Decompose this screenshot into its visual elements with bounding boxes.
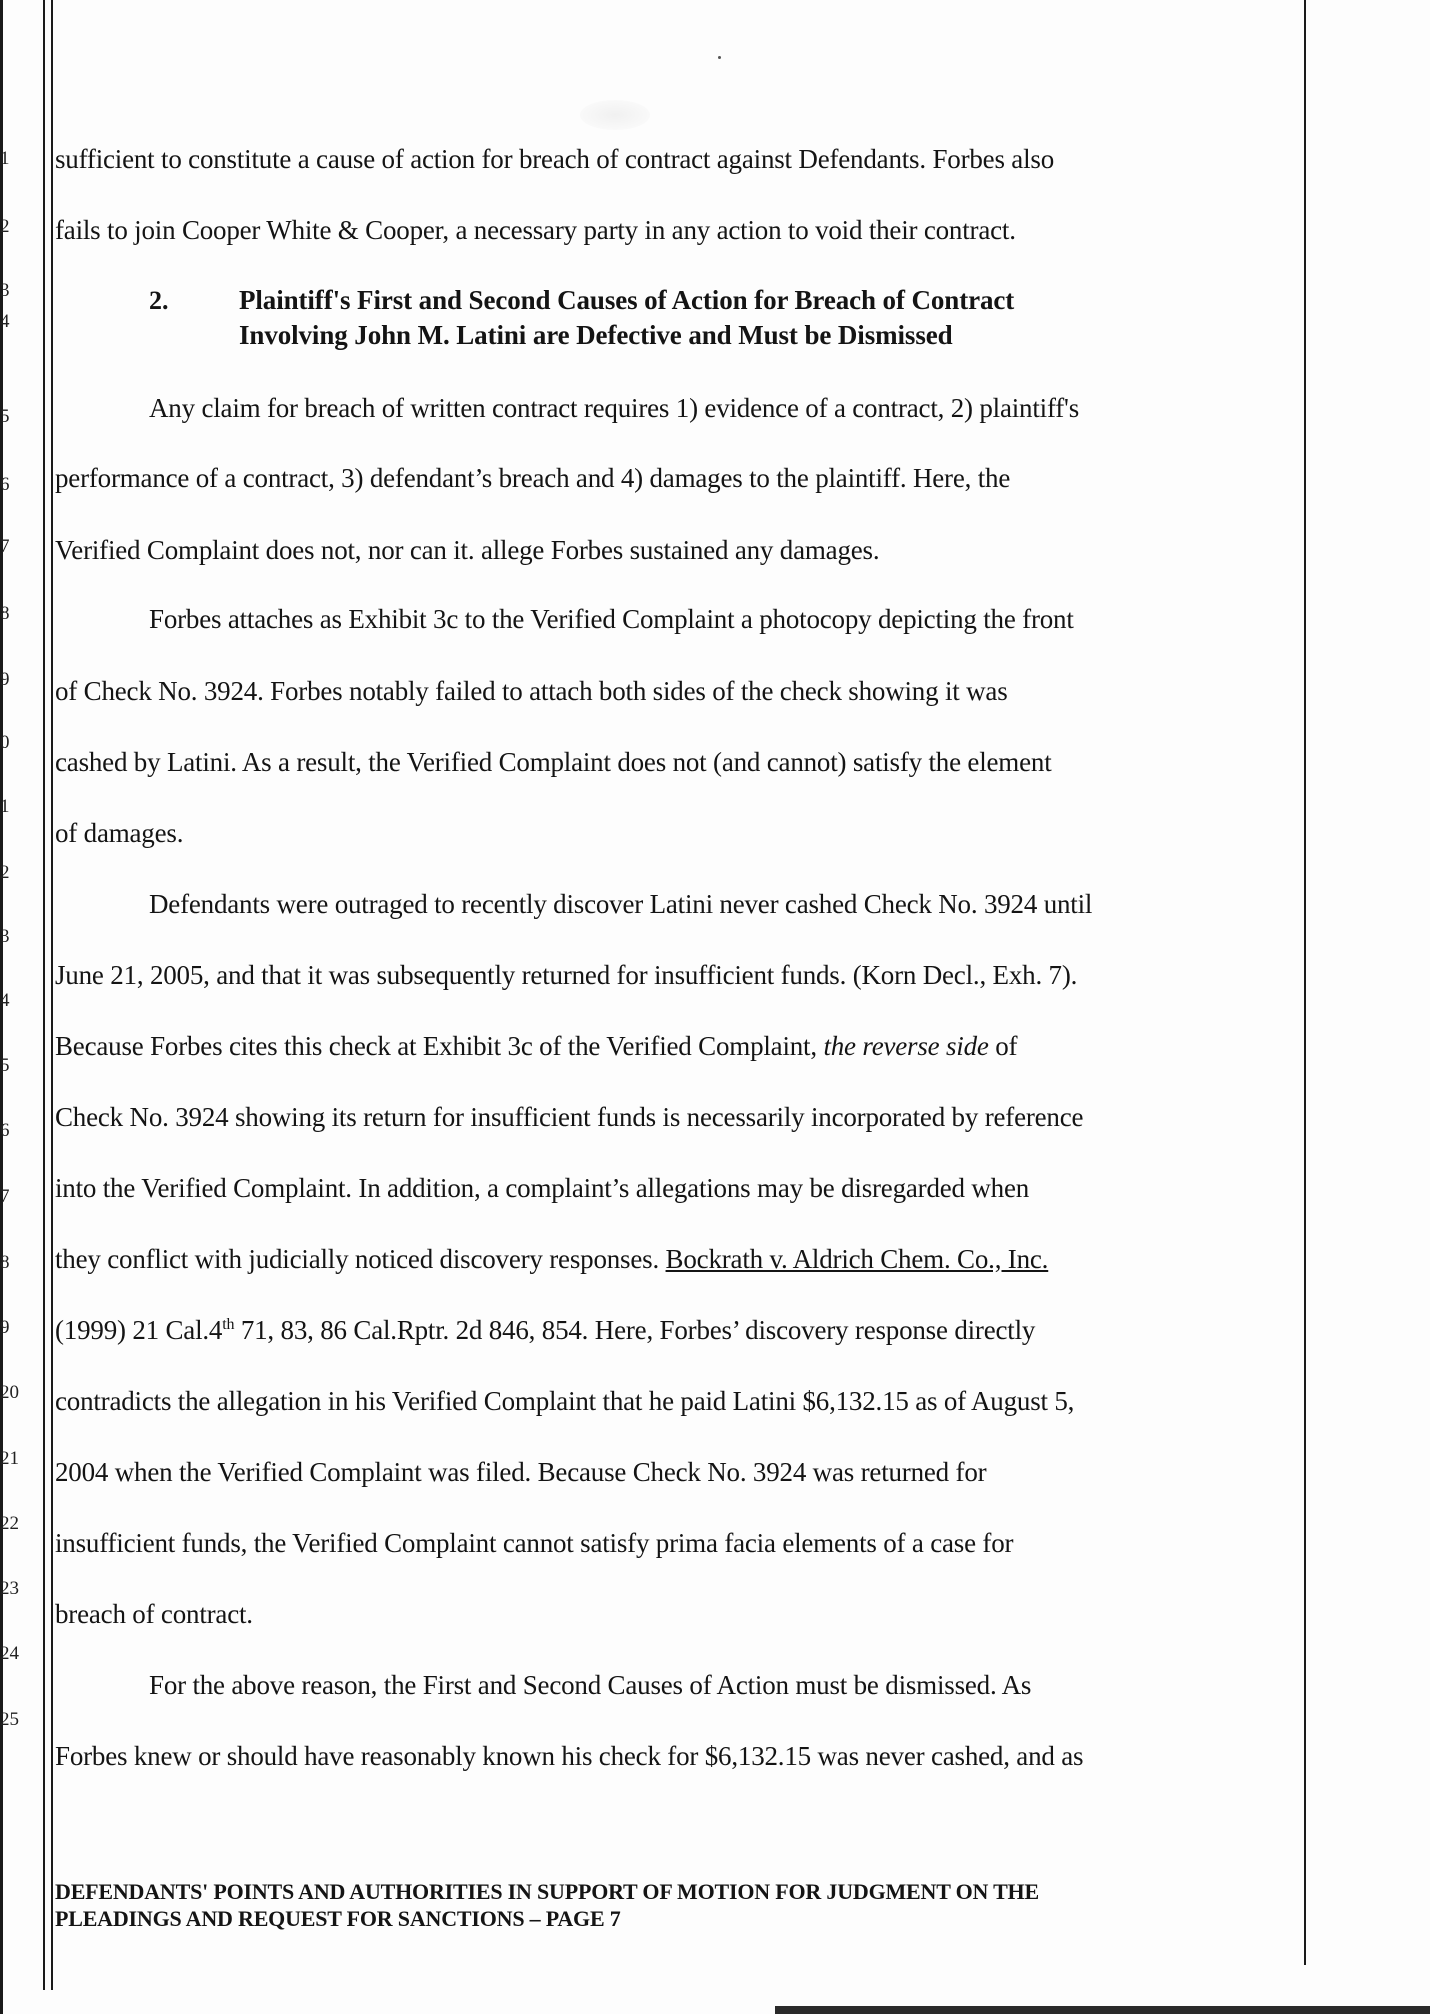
footer-line: PLEADINGS AND REQUEST FOR SANCTIONS – PAGE 7 — [55, 1906, 621, 1931]
body-text-line: Any claim for breach of written contract requires 1) evidence of a contract, 2) plaintiff's — [149, 393, 1080, 423]
right-margin-rule — [1304, 0, 1306, 1965]
superscript: th — [222, 1316, 235, 1333]
line-number: 5 — [0, 406, 10, 427]
line-number: 9 — [0, 1317, 10, 1338]
line-number: 6 — [0, 474, 10, 495]
line-number: 8 — [0, 1252, 10, 1273]
bottom-edge-bar — [775, 2006, 1430, 2014]
line-number: 2 — [0, 216, 10, 237]
body-text-line: June 21, 2005, and that it was subsequently returned for insufficient funds. (Korn Decl., Exh. 7). — [55, 960, 1078, 990]
body-text-line: performance of a contract, 3) defendant’s breach and 4) damages to the plaintiff. Here, the — [55, 463, 1011, 493]
section-number: 2. — [149, 286, 169, 315]
section-heading-line: Involving John M. Latini are Defective and Must be Dismissed — [239, 320, 953, 350]
line-number: 1 — [0, 796, 10, 817]
line-number: 21 — [0, 1448, 19, 1469]
line-number: 7 — [0, 536, 10, 557]
line-number: 25 — [0, 1709, 19, 1730]
body-text-line: Forbes knew or should have reasonably known his check for $6,132.15 was never cashed, and as — [55, 1741, 1084, 1771]
body-text-line: insufficient funds, the Verified Complaint cannot satisfy prima facia elements of a case for — [55, 1528, 1014, 1558]
line-number: 3 — [0, 926, 10, 947]
body-text-line: of Check No. 3924. Forbes notably failed to attach both sides of the check showing it was — [55, 676, 1008, 706]
body-text-line: Defendants were outraged to recently discover Latini never cashed Check No. 3924 until — [149, 889, 1093, 919]
body-text-line: cashed by Latini. As a result, the Verified Complaint does not (and cannot) satisfy the element — [55, 747, 1052, 777]
body-text-segment: they conflict with judicially noticed discovery responses. — [55, 1244, 666, 1274]
line-number: 20 — [0, 1382, 19, 1403]
left-double-rule-outer — [43, 0, 45, 1990]
line-number: 1 — [0, 148, 10, 169]
line-number: 2 — [0, 862, 10, 883]
body-text-line: 2004 when the Verified Complaint was filed. Because Check No. 3924 was returned for — [55, 1457, 987, 1487]
line-number: 7 — [0, 1186, 10, 1207]
body-text-line — [55, 1313, 1035, 1347]
line-number: 0 — [0, 732, 10, 753]
body-text-line: contradicts the allegation in his Verified Complaint that he paid Latini $6,132.15 as of August 5, — [55, 1386, 1075, 1416]
body-text-line: sufficient to constitute a cause of action for breach of contract against Defendants. Forbes also — [55, 144, 1054, 174]
body-text-line: Forbes attaches as Exhibit 3c to the Verified Complaint a photocopy depicting the front — [149, 604, 1074, 634]
left-double-rule-inner — [51, 0, 53, 1990]
line-number: 24 — [0, 1643, 19, 1664]
footer-line: DEFENDANTS' POINTS AND AUTHORITIES IN SUPPORT OF MOTION FOR JUDGMENT ON THE — [55, 1879, 1039, 1904]
line-number: 8 — [0, 603, 10, 624]
body-text-segment: (1999) 21 Cal.4 — [55, 1315, 223, 1345]
body-text-line — [55, 1242, 1048, 1276]
line-number: 22 — [0, 1513, 19, 1534]
body-text-segment: of — [988, 1031, 1018, 1061]
section-heading-line: Plaintiff's First and Second Causes of Action for Breach of Contract — [239, 285, 1015, 315]
case-citation: Bockrath v. Aldrich Chem. Co., Inc. — [665, 1244, 1049, 1274]
body-text-line: Check No. 3924 showing its return for insufficient funds is necessarily incorporated by reference — [55, 1102, 1084, 1132]
body-text-line: into the Verified Complaint. In addition, a complaint’s allegations may be disregarded when — [55, 1173, 1030, 1203]
body-text-line: fails to join Cooper White & Cooper, a necessary party in any action to void their contract. — [55, 215, 1016, 245]
line-number: 23 — [0, 1578, 19, 1599]
body-text-segment: Because Forbes cites this check at Exhibit 3c of the Verified Complaint, — [55, 1031, 824, 1061]
line-number: 4 — [0, 990, 10, 1011]
body-text-line — [55, 1029, 1017, 1063]
scan-speck — [718, 56, 721, 59]
line-number: 6 — [0, 1120, 10, 1141]
line-number: 5 — [0, 1055, 10, 1076]
body-text-line: of damages. — [55, 818, 184, 848]
line-number: 3 — [0, 280, 10, 301]
line-number: 4 — [0, 311, 10, 332]
body-text-line: Verified Complaint does not, nor can it. allege Forbes sustained any damages. — [55, 535, 880, 565]
scan-smudge — [580, 100, 650, 130]
body-text-line: For the above reason, the First and Second Causes of Action must be dismissed. As — [149, 1670, 1032, 1700]
emphasized-text: the reverse side — [823, 1031, 989, 1061]
body-text-segment: 71, 83, 86 Cal.Rptr. 2d 846, 854. Here, Forbes’ discovery response directly — [234, 1315, 1036, 1345]
line-number: 9 — [0, 669, 10, 690]
body-text-line: breach of contract. — [55, 1599, 253, 1629]
